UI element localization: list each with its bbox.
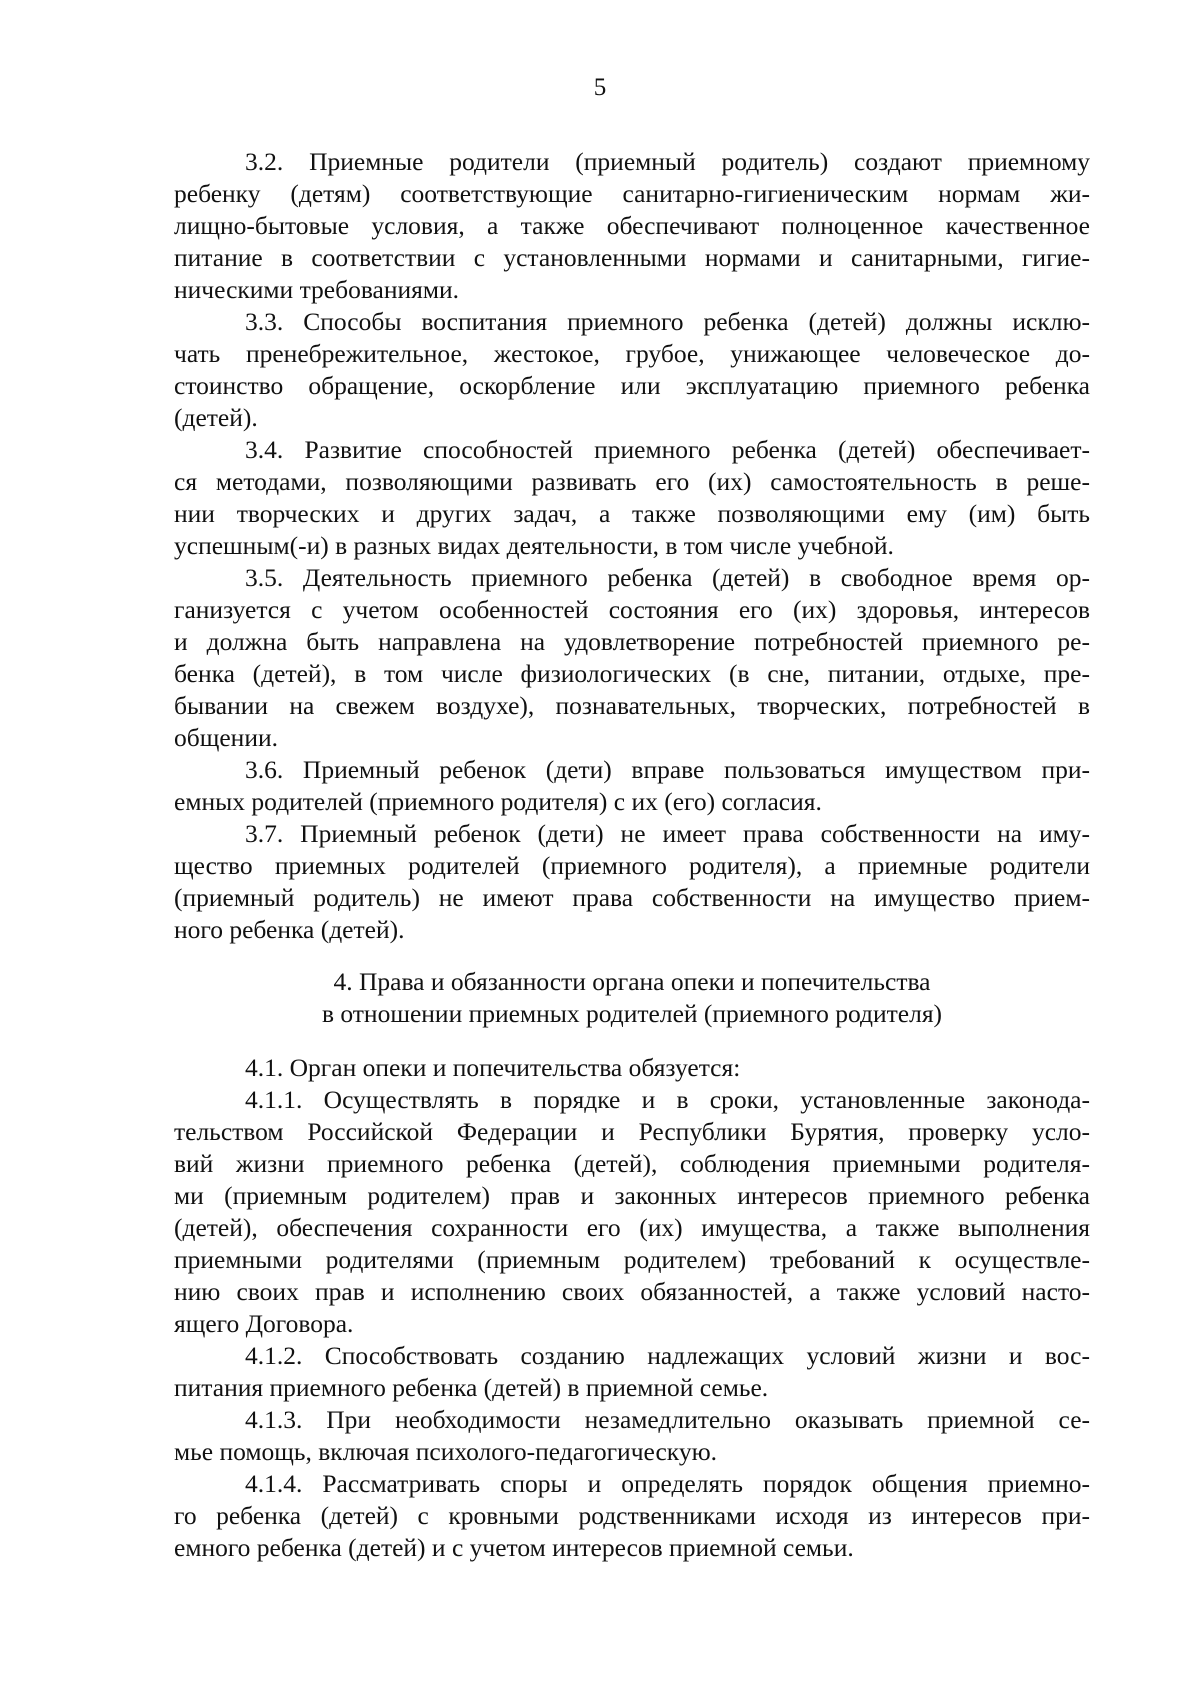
paragraph-line: ребенку (детям) соответствующие санитарно-гигиеническим нормам жи- bbox=[174, 179, 1090, 208]
paragraph-line: нии творческих и других задач, а также позволяющими ему (им) быть bbox=[174, 499, 1090, 528]
paragraph-line: приемными родителями (приемным родителем) требований к осуществле- bbox=[174, 1245, 1090, 1274]
paragraph-p3-5 bbox=[174, 562, 1090, 754]
paragraph-line: (детей). bbox=[174, 403, 258, 432]
paragraph-line: 3.2. Приемные родители (приемный родитель) создают приемному bbox=[245, 147, 1090, 176]
paragraph-line: ся методами, позволяющими развивать его (их) самостоятельность в реше- bbox=[174, 467, 1090, 496]
document-body bbox=[174, 146, 1090, 1564]
paragraph-p4-1-3 bbox=[174, 1404, 1090, 1468]
paragraph-line: питание в соответствии с установленными нормами и санитарными, гигие- bbox=[174, 243, 1090, 272]
paragraph-line: тельством Российской Федерации и Республики Бурятия, проверку усло- bbox=[174, 1117, 1090, 1146]
paragraph-p3-2 bbox=[174, 146, 1090, 306]
paragraph-line: 3.4. Развитие способностей приемного ребенка (детей) обеспечивает- bbox=[245, 435, 1090, 464]
section-4-heading-line-2: в отношении приемных родителей (приемного родителя) bbox=[321, 999, 943, 1028]
paragraph-line: 3.6. Приемный ребенок (дети) вправе пользоваться имуществом при- bbox=[245, 755, 1090, 784]
paragraph-line: 4.1.3. При необходимости незамедлительно оказывать приемной се- bbox=[245, 1405, 1090, 1434]
paragraph-line: ганизуется с учетом особенностей состояния его (их) здоровья, интересов bbox=[174, 595, 1090, 624]
paragraph-line: емных родителей (приемного родителя) с их (его) согласия. bbox=[174, 787, 822, 816]
paragraph-line: бывании на свежем воздухе), познавательных, творческих, потребностей в bbox=[174, 691, 1090, 720]
paragraph-line: 3.7. Приемный ребенок (дети) не имеет права собственности на иму- bbox=[245, 819, 1090, 848]
paragraph-line: (приемный родитель) не имеют права собственности на имущество прием- bbox=[174, 883, 1090, 912]
paragraph-line: 4.1. Орган опеки и попечительства обязуется: bbox=[245, 1053, 741, 1082]
paragraph-line: го ребенка (детей) с кровными родственниками исходя из интересов при- bbox=[174, 1501, 1090, 1530]
paragraph-p3-4 bbox=[174, 434, 1090, 562]
paragraph-line: стоинство обращение, оскорбление или эксплуатацию приемного ребенка bbox=[174, 371, 1090, 400]
paragraph-line: щество приемных родителей (приемного родителя), а приемные родители bbox=[174, 851, 1090, 880]
section-3 bbox=[174, 146, 1090, 946]
paragraph-line: питания приемного ребенка (детей) в приемной семье. bbox=[174, 1373, 769, 1402]
paragraph-line: чать пренебрежительное, жестокое, грубое, унижающее человеческое до- bbox=[174, 339, 1090, 368]
section-4-heading bbox=[174, 966, 1090, 1030]
paragraph-line: ми (приемным родителем) прав и законных интересов приемного ребенка bbox=[174, 1181, 1090, 1210]
paragraph-line: 3.3. Способы воспитания приемного ребенка (детей) должны исклю- bbox=[245, 307, 1090, 336]
paragraph-line: емного ребенка (детей) и с учетом интересов приемной семьи. bbox=[174, 1533, 854, 1562]
paragraph-line: мье помощь, включая психолого-педагогическую. bbox=[174, 1437, 717, 1466]
paragraph-p4-1-4 bbox=[174, 1468, 1090, 1564]
paragraph-line: общении. bbox=[174, 723, 278, 752]
paragraph-line: вий жизни приемного ребенка (детей), соблюдения приемными родителя- bbox=[174, 1149, 1090, 1178]
paragraph-line: ническими требованиями. bbox=[174, 275, 460, 304]
page-number: 5 bbox=[593, 74, 607, 101]
section-4-heading-line-1: 4. Права и обязанности органа опеки и попечительства bbox=[333, 967, 931, 996]
paragraph-p3-6 bbox=[174, 754, 1090, 818]
paragraph-line: 3.5. Деятельность приемного ребенка (детей) в свободное время ор- bbox=[245, 563, 1090, 592]
paragraph-p3-3 bbox=[174, 306, 1090, 434]
paragraph-line: успешным(-и) в разных видах деятельности, в том числе учебной. bbox=[174, 531, 894, 560]
paragraph-line: нию своих прав и исполнению своих обязанностей, а также условий насто- bbox=[174, 1277, 1090, 1306]
paragraph-line: ного ребенка (детей). bbox=[174, 915, 405, 944]
paragraph-line: ящего Договора. bbox=[174, 1309, 354, 1338]
paragraph-p4-1-1 bbox=[174, 1084, 1090, 1340]
paragraph-line: 4.1.1. Осуществлять в порядке и в сроки, установленные законода- bbox=[245, 1085, 1090, 1114]
paragraph-line: 4.1.4. Рассматривать споры и определять порядок общения приемно- bbox=[245, 1469, 1090, 1498]
paragraph-line: лищно-бытовые условия, а также обеспечивают полноценное качественное bbox=[174, 211, 1090, 240]
section-4 bbox=[174, 1052, 1090, 1564]
paragraph-line: бенка (детей), в том числе физиологических (в сне, питании, отдыхе, пре- bbox=[174, 659, 1090, 688]
paragraph-line: 4.1.2. Способствовать созданию надлежащих условий жизни и вос- bbox=[245, 1341, 1090, 1370]
paragraph-p4-1 bbox=[174, 1052, 1090, 1084]
paragraph-p3-7 bbox=[174, 818, 1090, 946]
paragraph-p4-1-2 bbox=[174, 1340, 1090, 1404]
paragraph-line: и должна быть направлена на удовлетворение потребностей приемного ре- bbox=[174, 627, 1090, 656]
paragraph-line: (детей), обеспечения сохранности его (их) имущества, а также выполнения bbox=[174, 1213, 1090, 1242]
